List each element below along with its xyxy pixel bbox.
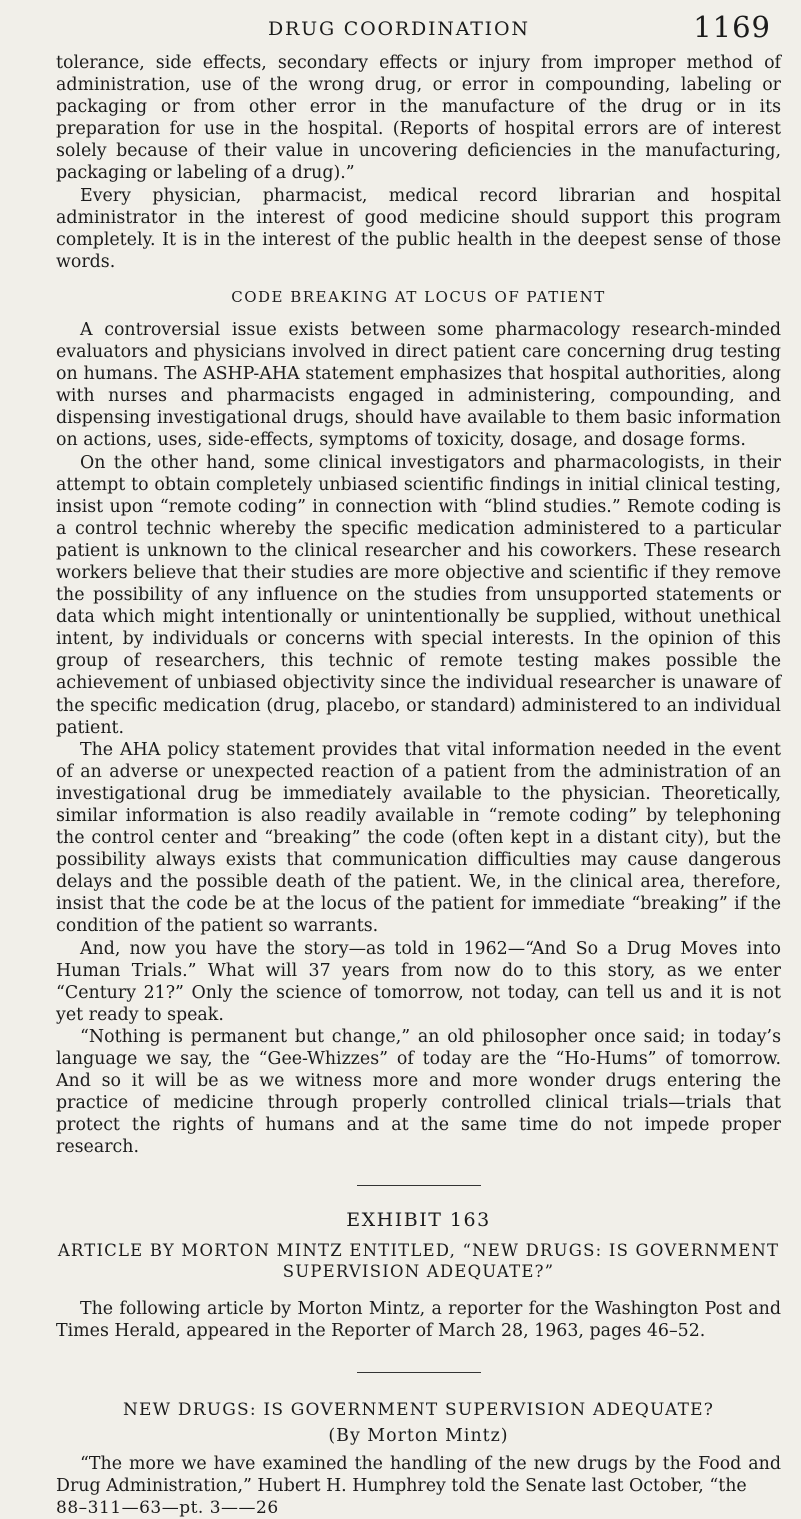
divider-rule xyxy=(357,1372,481,1373)
paragraph: The AHA policy statement provides that vital information needed in the event of an adverse or unexpected reaction of a patient from the administration of an investigational drug be immediately available to the physician. Theoretically, similar information is also readily available in “remote coding” by telephoning the control center and “breaking” the code (often kept in a distant city), but the possibility always exists that communication difficulties may cause dangerous delays and the possible death of the patient. We, in the clinical area, therefore, insist that the code be at the locus of the patient for immediate “breaking” if the condition of the patient so warrants. xyxy=(56,739,781,937)
running-title: DRUG COORDINATION xyxy=(268,18,530,40)
article-byline: (By Morton Mintz) xyxy=(328,1425,509,1446)
paragraph: Every physician, pharmacist, medical record librarian and hospital administrator in the interest of good medicine should support this program completely. It is in the interest of the public health in the deepest sense of those words. xyxy=(56,185,781,272)
paragraph: A controversial issue exists between some pharmacology research-minded evaluators and physicians involved in direct patient care concerning drug testing on humans. The ASHP-AHA statement emphasizes that hospital authorities, along with nurses and pharmacists engaged in administering, compounding, and dispensing investigational drugs, should have available to them basic information on actions, uses, side-effects, symptoms of toxicity, dosage, and dosage forms. xyxy=(56,319,781,451)
section-heading: CODE BREAKING AT LOCUS OF PATIENT xyxy=(231,287,606,306)
paragraph: “Nothing is permanent but change,” an old philosopher once said; in today’s language we say, the “Gee-Whizzes” of today are the “Ho-Hums” of tomorrow. And so it will be as we witness more and more wonder drugs entering the practice of medicine through properly controlled clinical trials—trials that protect the rights of humans and at the same time do not impede proper research. xyxy=(56,1026,781,1158)
paragraph: On the other hand, some clinical investigators and pharmacologists, in their attempt to obtain completely unbiased scientific findings in initial clinical testing, insist upon “remote coding” in connection with “blind studies.” Remote coding is a control technic whereby the specific medication administered to a particular patient is unknown to the clinical researcher and his coworkers. These research workers believe that their studies are more objective and scientific if they remove the possibility of any influence on the studies from unsupported statements or data which might intentionally or unintentionally be supplied, without unethical intent, by individuals or concerns with special interests. In the opinion of this group of researchers, this technic of remote testing makes possible the achievement of unbiased objectivity since the individual researcher is unaware of the specific medication (drug, placebo, or standard) administered to an individual patient. xyxy=(56,452,781,738)
running-header xyxy=(0,6,775,46)
exhibit-title: ARTICLE BY MORTON MINTZ ENTITLED, “NEW DRUGS: IS GOVERNMENT SUPERVISION ADEQUATE?” xyxy=(57,1240,780,1281)
article-first-paragraph: “The more we have examined the handling of the new drugs by the Food and Drug Administration,” Hubert H. Humphrey told the Senate last October, “the xyxy=(56,1453,781,1496)
exhibit-label: EXHIBIT 163 xyxy=(346,1208,491,1231)
divider-rule xyxy=(357,1185,481,1186)
print-footer: 88–311—63—pt. 3——26 xyxy=(56,1497,279,1518)
page-body xyxy=(56,52,781,1519)
paragraph: And, now you have the story—as told in 1962—“And So a Drug Moves into Human Trials.” What will 37 years from now do to this story, as we enter “Century 21?” Only the science of tomorrow, not today, can tell us and it is not yet ready to speak. xyxy=(56,938,781,1025)
exhibit-intro: The following article by Morton Mintz, a reporter for the Washington Post and Times Herald, appeared in the Reporter of March 28, 1963, pages 46–52. xyxy=(56,1298,781,1341)
page-number: 1169 xyxy=(693,10,771,44)
paragraph: tolerance, side effects, secondary effects or injury from improper method of administration, use of the wrong drug, or error in compounding, labeling or packaging or from other error in the manufacture of the drug or in its preparation for use in the hospital. (Reports of hospital errors are of interest solely because of their value in uncovering deficiencies in the manufacturing, packaging or labeling of a drug).” xyxy=(56,53,781,184)
article-title: NEW DRUGS: IS GOVERNMENT SUPERVISION ADEQUATE? xyxy=(122,1399,715,1420)
